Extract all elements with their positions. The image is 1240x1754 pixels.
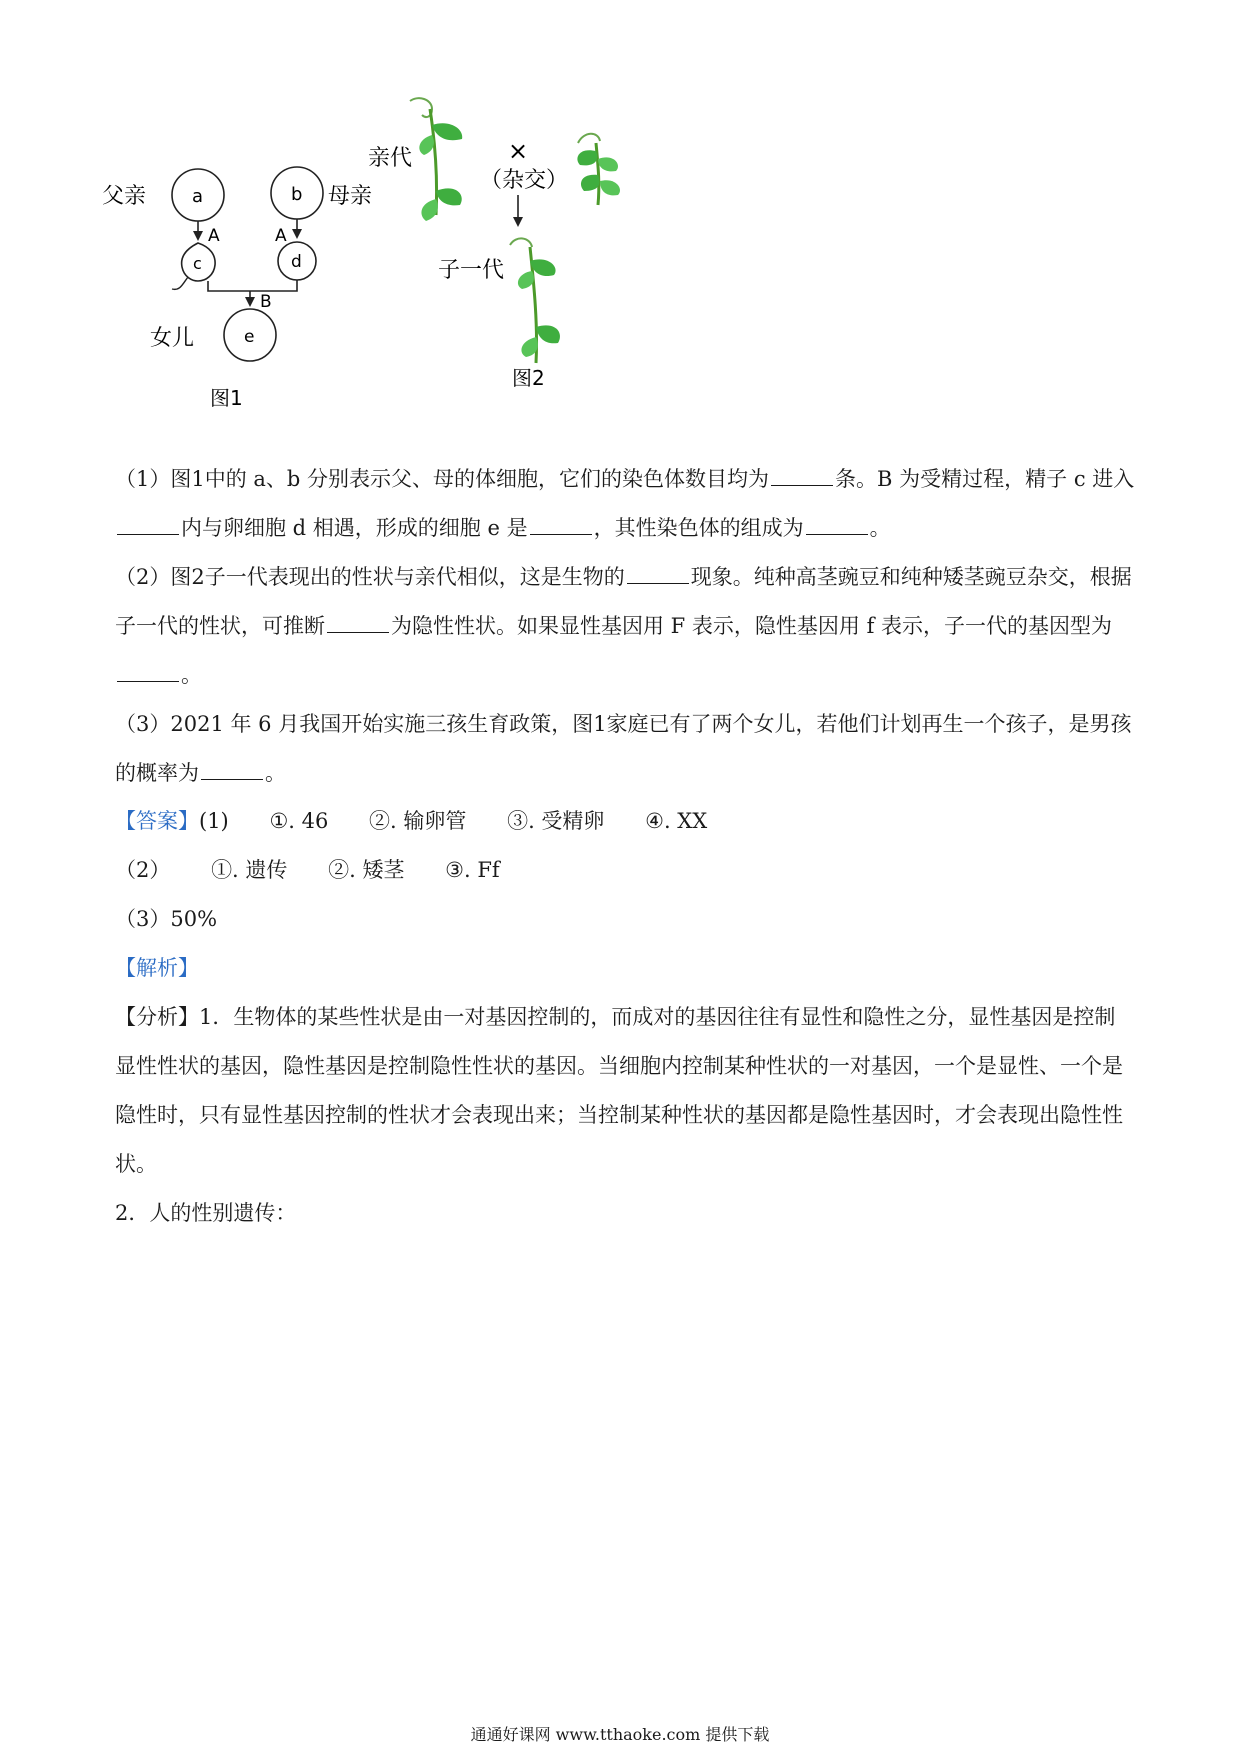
analysis-paragraph-1: 【分析】1．生物体的某些性状是由一对基因控制的，而成对的基因往往有显性和隐性之分，显性基因是控制显性性状的基因，隐性基因是控制隐性性状的基因。当细胞内控制某种性状的一对基因，一个是显性、一个是隐性时，只有显性基因控制的性状才会表现出来；当控制某种性状的基因都是隐性基因时，才会表现出隐性性状。 [115, 1005, 1123, 1176]
arrow-a-father-head [193, 231, 203, 241]
blank[interactable] [530, 533, 592, 535]
blank[interactable] [327, 631, 389, 633]
answer-3-text: （3）50% [115, 907, 218, 931]
question-3 [115, 700, 1135, 798]
cell-c-label: c [193, 254, 202, 273]
answer-2-option: ③. Ff [445, 858, 500, 882]
cell-b-label: b [291, 184, 303, 205]
figure2-caption: 图2 [512, 366, 545, 390]
q1-text-1: （1）图1中的 a、b 分别表示父、母的体细胞，它们的染色体数目均为 [115, 467, 770, 491]
blank[interactable] [117, 533, 179, 535]
cell-e-label: e [244, 327, 255, 347]
figure1-caption: 图1 [210, 386, 243, 410]
page-footer: 通通好课网 www.tthaoke.com 提供下载 [470, 1725, 770, 1744]
answer-2-option: ②. 矮茎 [328, 858, 405, 882]
offspring-pea-plant-icon [510, 238, 560, 363]
q1-text-4: ，其性染色体的组成为 [593, 516, 804, 540]
answer-2-option: ①. 遗传 [211, 858, 288, 882]
arrow-a-mother-head [292, 229, 302, 239]
answer-1-option: ④. XX [645, 809, 708, 833]
q1-text-2: 条。B 为受精过程，精子 c 进入 [835, 467, 1135, 491]
arrow-b-head [245, 297, 255, 307]
cross-text: （杂交） [480, 168, 569, 193]
q1-text-3: 内与卵细胞 d 相遇，形成的细胞 e 是 [181, 516, 528, 540]
analysis-tag: 【解析】 [115, 956, 199, 980]
answer-tag: 【答案】 [115, 809, 199, 833]
blank[interactable] [771, 484, 833, 486]
blank[interactable] [806, 533, 868, 535]
answer-2-prefix: （2） [115, 858, 171, 882]
cell-a-label: a [192, 186, 204, 207]
father-label: 父亲 [102, 184, 147, 209]
analysis-paragraph-2: 2．人的性别遗传： [115, 1201, 297, 1225]
answer-line-3 [115, 895, 1135, 944]
q3-text-2: 。 [265, 761, 286, 785]
answer-1-option: ②. 输卵管 [369, 809, 467, 833]
sperm-tail [172, 277, 188, 289]
question-2 [115, 553, 1135, 700]
join-lines [208, 280, 297, 291]
arrow-a-label-2: A [275, 226, 287, 246]
cell-d-label: d [291, 252, 302, 272]
q2-text-3: 为隐性性状。如果显性基因用 F 表示，隐性基因用 f 表示，子一代的基因型为 [391, 614, 1113, 638]
q3-text-1: （3）2021 年 6 月我国开始实施三孩生育政策，图1家庭已有了两个女儿，若他们计划再生一个孩子，是男孩的概率为 [115, 712, 1132, 785]
arrow-a-label-1: A [208, 226, 220, 246]
analysis-tag-line [115, 944, 1135, 993]
q2-text-2: 现象。纯种高茎豌豆和纯种矮茎豌豆杂交，根据子一代的性状，可推断 [115, 565, 1132, 638]
answer-1-prefix: (1) [199, 809, 229, 833]
answer-line-1 [115, 797, 1135, 846]
answer-1-option: ①. 46 [269, 809, 329, 833]
blank[interactable] [627, 582, 689, 584]
daughter-label: 女儿 [150, 326, 195, 351]
parent-label: 亲代 [368, 146, 413, 171]
q1-text-5: 。 [869, 516, 891, 540]
question-1 [115, 455, 1135, 553]
short-pea-plant-icon [577, 134, 620, 205]
figure-svg [100, 95, 720, 445]
figure-area [100, 95, 720, 445]
cross-symbol: × [508, 137, 529, 165]
mother-label: 母亲 [328, 184, 373, 209]
arrow-b-label: B [260, 292, 272, 312]
q2-text-4: 。 [181, 663, 202, 687]
cross-arrow-head [513, 217, 523, 227]
blank[interactable] [201, 778, 263, 780]
offspring-label: 子一代 [438, 258, 505, 283]
q2-text-1: （2）图2子一代表现出的性状与亲代相似，这是生物的 [115, 565, 625, 589]
answer-line-2 [115, 846, 1135, 895]
tall-pea-plant-icon [410, 98, 462, 221]
answer-1-option: ③. 受精卵 [507, 809, 605, 833]
blank[interactable] [117, 680, 179, 682]
